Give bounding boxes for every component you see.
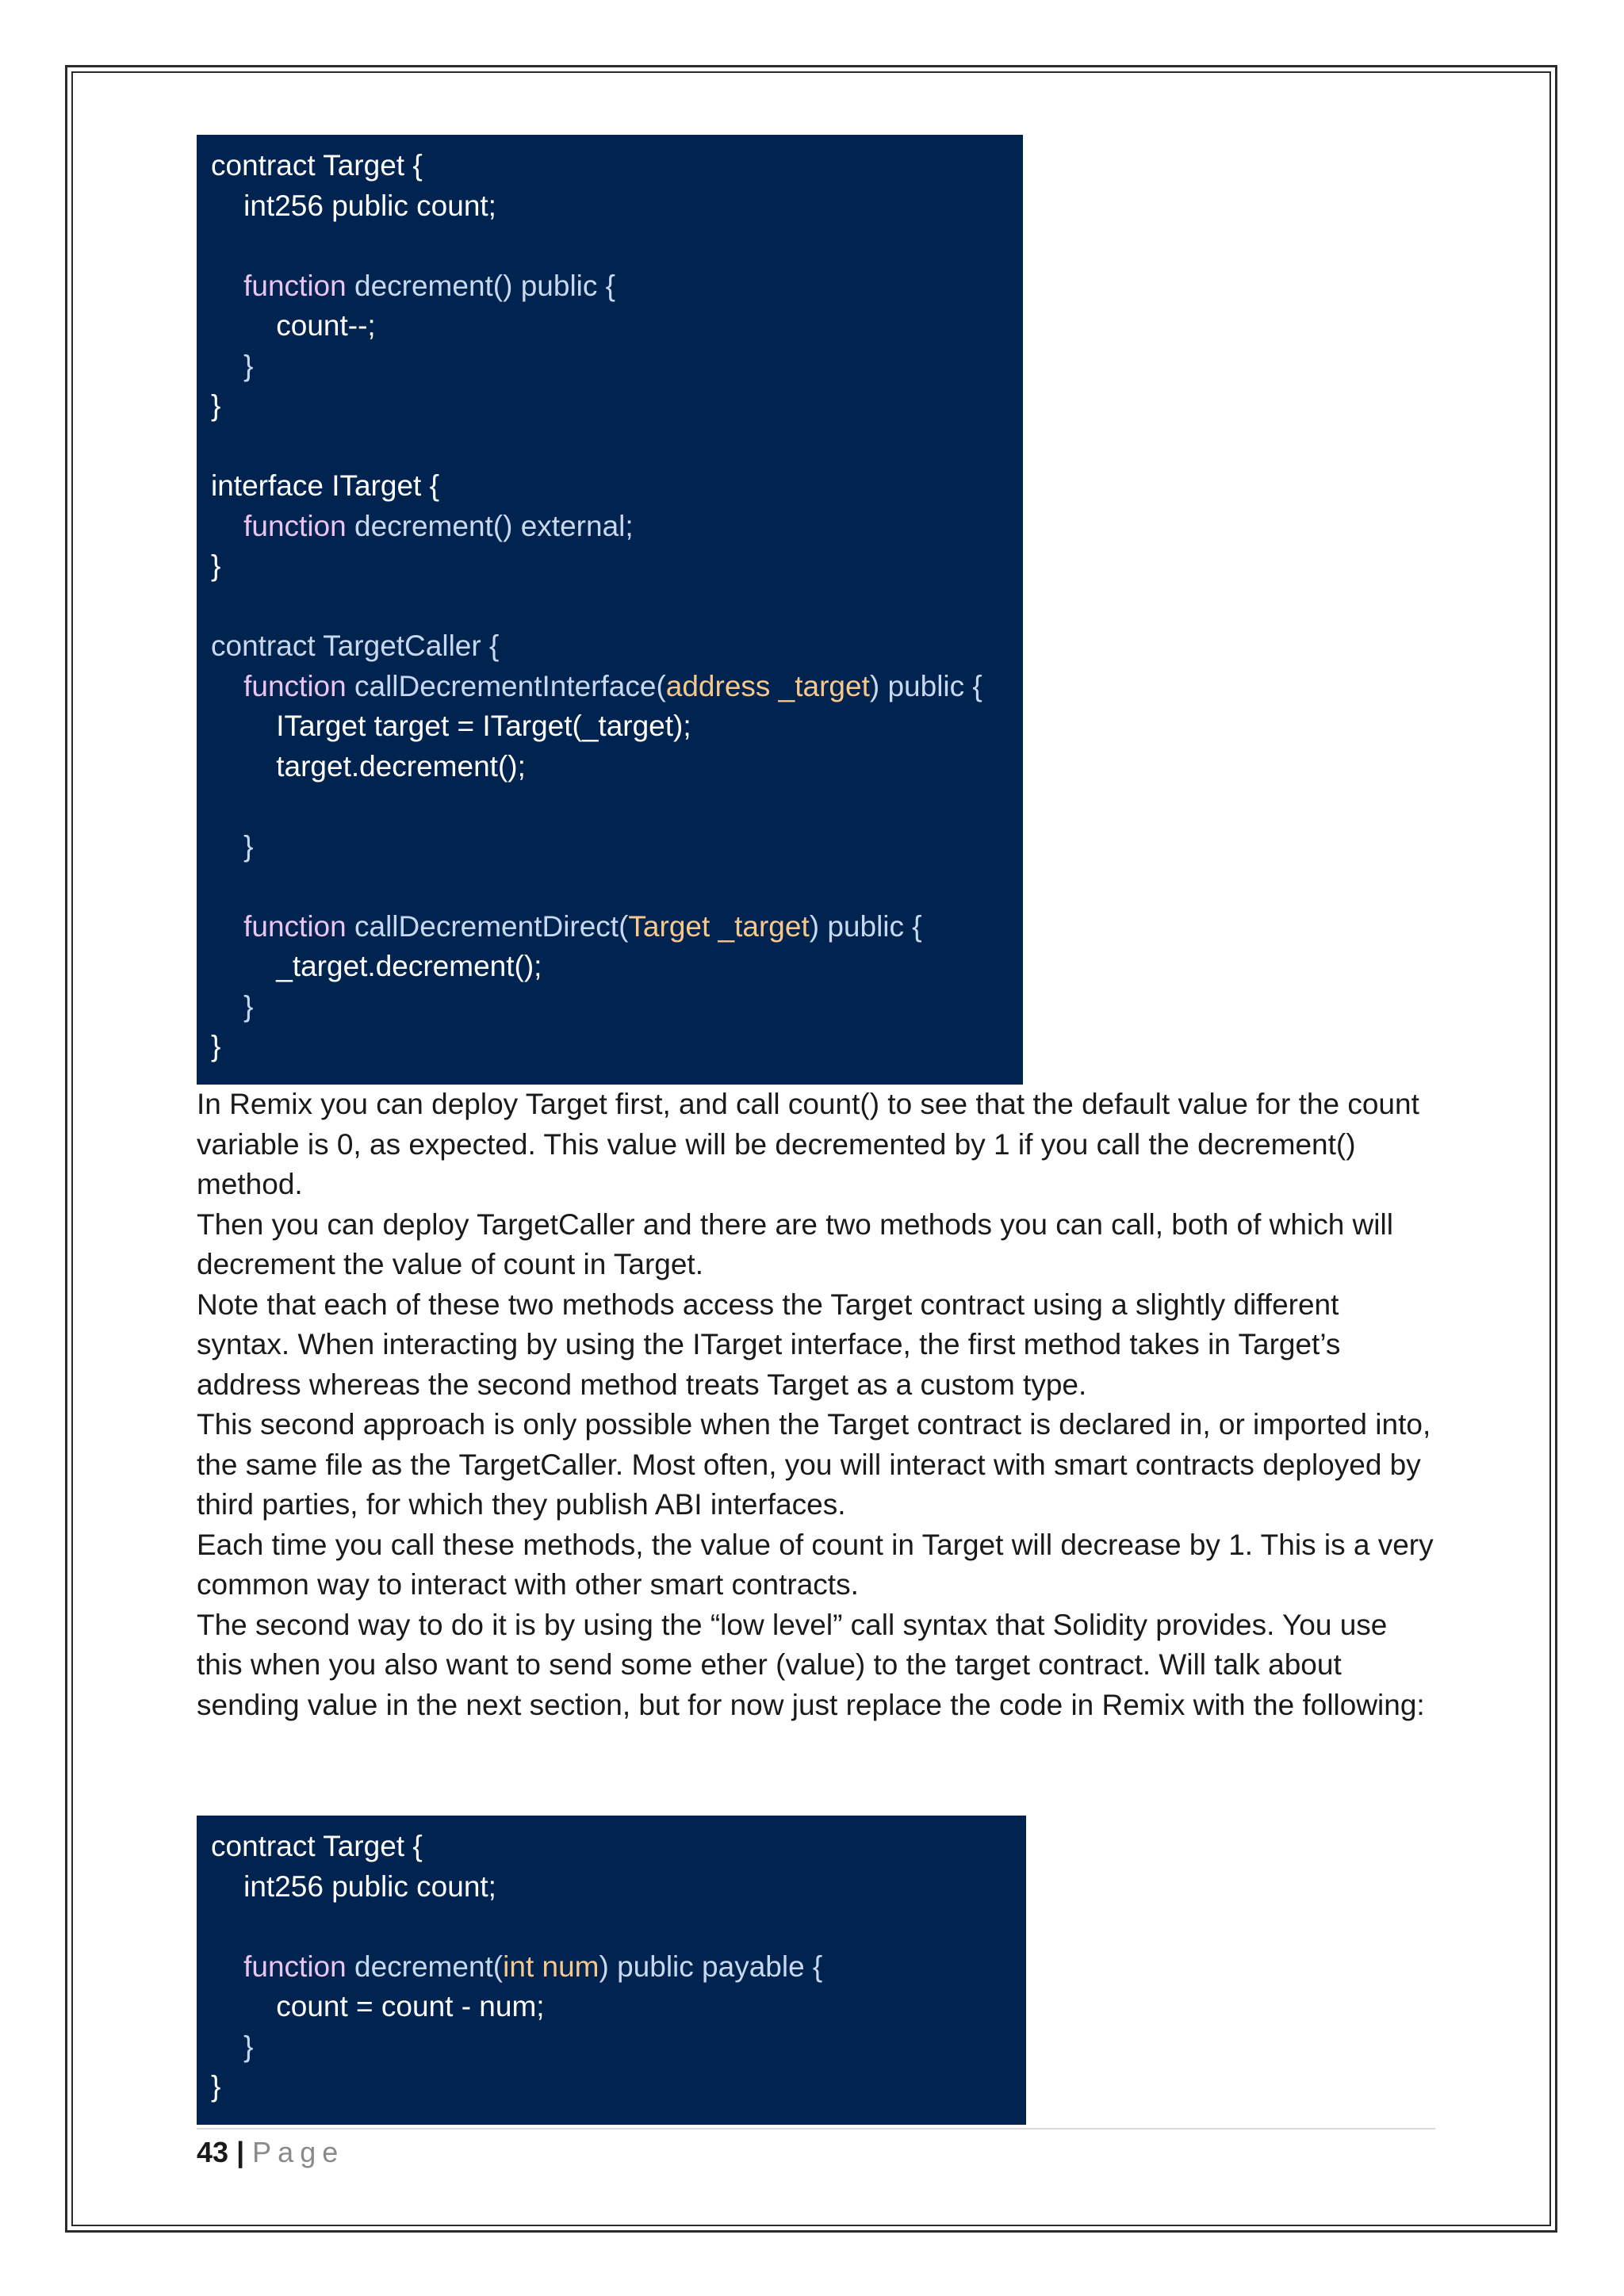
code-line xyxy=(211,747,1023,787)
code-line xyxy=(211,146,1023,186)
page-footer xyxy=(197,2133,344,2172)
code-token: int256 public count; xyxy=(211,189,496,222)
code-token: Target _target xyxy=(628,909,810,943)
code-line xyxy=(211,947,1023,987)
code-token: } xyxy=(211,1030,221,1062)
code-line xyxy=(211,667,1023,707)
code-line xyxy=(211,827,1023,867)
code-line xyxy=(211,466,1023,507)
code-line xyxy=(211,1907,1026,1947)
code-token: } xyxy=(211,389,221,422)
code-line xyxy=(211,706,1023,747)
paragraph-same-file: This second approach is only possible when the Target contract is declared in, or imported into, the same file as the TargetCaller. Most often, you will interact with smart contracts deployed by third parties, for which they publish ABI interfaces. xyxy=(197,1408,1431,1521)
footer-divider xyxy=(197,2128,1435,2130)
code-token: ) public { xyxy=(809,909,922,943)
page-number: 43 xyxy=(197,2136,229,2168)
code-line xyxy=(211,186,1023,227)
code-token: decrement() public { xyxy=(346,269,616,302)
code-line xyxy=(211,1827,1026,1867)
code-token: contract Target { xyxy=(211,1830,423,1862)
code-token xyxy=(211,670,243,702)
code-line xyxy=(211,507,1023,547)
code-line xyxy=(211,1987,1026,2027)
paragraph-low-level: The second way to do it is by using the “low level” call syntax that Solidity provides. You use this when you also want to send some ether (value) to the target contract. Will talk about sending value in the next section, but for now just replace the code in Remix with the following: xyxy=(197,1608,1425,1721)
code-token: ) public payable { xyxy=(599,1950,823,1983)
code-token: int256 public count; xyxy=(211,1869,496,1903)
code-token: decrement( xyxy=(346,1950,504,1983)
code-line xyxy=(211,427,1023,467)
code-token: } xyxy=(211,349,254,382)
code-block-target-payable xyxy=(197,1816,1026,2125)
code-token: function xyxy=(243,669,347,702)
code-token: function xyxy=(243,1950,347,1983)
body-text xyxy=(197,1085,1434,1725)
code-line xyxy=(211,346,1023,387)
code-token: _target.decrement(); xyxy=(211,950,542,982)
code-token xyxy=(211,510,243,542)
code-token: } xyxy=(211,2070,221,2103)
code-token: } xyxy=(211,989,254,1023)
code-line xyxy=(211,786,1023,827)
paragraph-deploy-caller: Then you can deploy TargetCaller and there are two methods you can call, both of which will decrement the value of count in Target. xyxy=(197,1207,1393,1280)
code-line xyxy=(211,907,1023,947)
code-line xyxy=(211,1027,1023,1067)
code-token: } xyxy=(211,829,254,863)
code-line xyxy=(211,987,1023,1027)
code-token: function xyxy=(243,509,347,542)
code-line xyxy=(211,306,1023,346)
code-token: count--; xyxy=(211,309,376,342)
code-token: function xyxy=(243,909,347,943)
code-line xyxy=(211,226,1023,266)
code-token xyxy=(211,1950,243,1983)
code-token: ITarget target = ITarget(_target); xyxy=(211,710,691,742)
code-token: count = count - num; xyxy=(211,1990,545,2022)
code-line xyxy=(211,386,1023,427)
code-line xyxy=(211,546,1023,587)
paragraph-syntax-note: Note that each of these two methods access the Target contract using a slightly different syntax. When interacting by using the ITarget interface, the first method takes in Target’s address whereas the second method treats Target as a custom type. xyxy=(197,1288,1341,1401)
code-line xyxy=(211,266,1023,307)
code-token xyxy=(211,270,243,302)
page-label: Page xyxy=(252,2136,345,2168)
code-token: int num xyxy=(503,1950,599,1983)
code-block-target-caller xyxy=(197,135,1023,1085)
code-line xyxy=(211,2027,1026,2068)
code-token: address _target xyxy=(665,669,870,702)
code-line xyxy=(211,626,1023,667)
code-line xyxy=(211,2067,1026,2107)
code-token: } xyxy=(211,2030,254,2063)
footer-separator: | xyxy=(236,2136,245,2168)
code-line xyxy=(211,1867,1026,1908)
code-token xyxy=(211,910,243,943)
code-token: callDecrementInterface( xyxy=(346,669,666,702)
code-line xyxy=(211,1947,1026,1988)
code-token: interface ITarget { xyxy=(211,469,439,502)
paragraph-decrease: Each time you call these methods, the value of count in Target will decrease by 1. This is a very common way to interact with other smart contracts. xyxy=(197,1528,1434,1601)
code-token: function xyxy=(243,269,347,302)
paragraph-deploy-target: In Remix you can deploy Target first, and call count() to see that the default value for the count variable is 0, as expected. This value will be decremented by 1 if you call the decrement() method. xyxy=(197,1088,1419,1200)
code-token: target.decrement(); xyxy=(211,749,526,783)
code-token: callDecrementDirect( xyxy=(346,909,629,943)
code-token: decrement() external; xyxy=(346,509,634,542)
code-token: } xyxy=(211,549,221,582)
code-token: contract Target { xyxy=(211,149,423,182)
code-line xyxy=(211,867,1023,907)
code-token: contract TargetCaller { xyxy=(211,629,500,662)
code-token: ) public { xyxy=(869,669,982,702)
code-line xyxy=(211,587,1023,627)
